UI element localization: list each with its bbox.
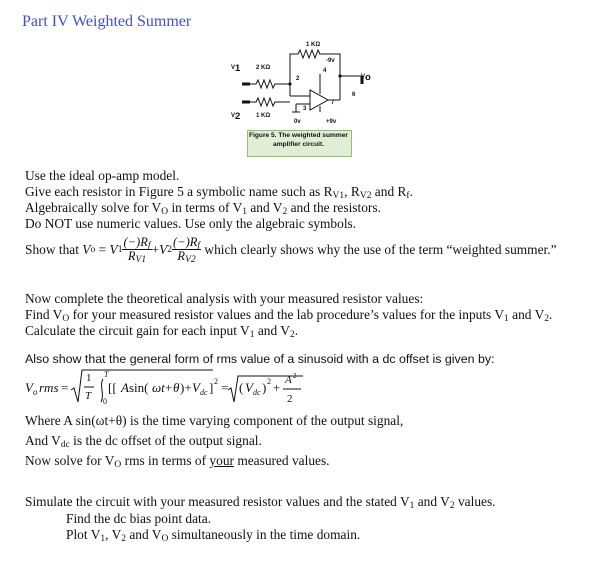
svg-text:T: T	[104, 370, 109, 379]
svg-text:T: T	[85, 390, 92, 402]
r1-label: 2 KΩ	[256, 65, 271, 71]
svg-text:ωt: ωt	[152, 380, 165, 395]
pos-supply-label: +9v	[326, 119, 337, 125]
svg-text:V: V	[245, 380, 253, 395]
svg-text:rms: rms	[39, 380, 59, 395]
page-title: Part IV Weighted Summer	[22, 13, 192, 30]
rf-label: 1 KΩ	[306, 42, 321, 48]
instruction-no-numeric: Do NOT use numeric values. Use only the algebraic symbols.	[25, 216, 357, 231]
svg-text:(: (	[239, 380, 244, 395]
simulate-dc-bias: Find the dc bias point data.	[66, 511, 212, 526]
svg-text:A: A	[285, 374, 292, 386]
rms-formula	[25, 366, 305, 410]
svg-text:V: V	[192, 380, 200, 395]
pin2-label: 2	[296, 76, 300, 82]
rms-dc-offset: And $V_{dc}$ is the dc offset of the output signal.	[25, 433, 262, 450]
fraction-rf-rv2: $\frac{(-)R_f}{R_{V2}}$	[173, 235, 201, 265]
svg-text:0: 0	[103, 397, 107, 406]
svg-text:V: V	[25, 380, 33, 395]
instruction-solve: Algebraically solve for $V_O$ in terms of $V_1$ and $V_2$ and the resistors.	[25, 200, 381, 217]
svg-text:+: +	[165, 380, 173, 395]
svg-text:2: 2	[287, 393, 293, 405]
instruction-symbolic-names: Give each resistor in Figure 5 a symbolic name such as $R_{V1}$, $R_{V2}$ and $R_f$.	[25, 184, 413, 201]
svg-text:θ: θ	[173, 380, 180, 395]
pin6-label: 6	[352, 92, 356, 98]
svg-text:2: 2	[293, 372, 297, 380]
svg-text:+: +	[273, 380, 281, 395]
weighted-sum-equation: Show that V o = V 1 $\frac{(-)R_f}{R_{V1}}$ + V 2 $\frac{(-)R_f}{R_{V2}}$ which clearly shows why the use of the term “weighted summer.”	[25, 235, 557, 265]
neg-supply-label: -9v	[326, 58, 335, 64]
rms-intro: Also show that the general form of rms value of a sinusoid with a dc offset is given by:	[25, 352, 495, 366]
svg-text:dc: dc	[200, 388, 208, 397]
svg-text:sin(: sin(	[129, 380, 149, 395]
pin4-label: 4	[323, 68, 327, 74]
v2-label: $V_2$	[231, 111, 241, 122]
svg-text:A: A	[121, 380, 129, 395]
fraction-rf-rv1: $\frac{(-)R_f}{R_{V1}}$	[123, 235, 151, 265]
svg-text:o: o	[33, 387, 38, 397]
instruction-ideal-model: Use the ideal op-amp model.	[25, 168, 180, 183]
simulate-intro: Simulate the circuit with your measured resistor values and the stated $V_1$ and $V_2$ values.	[25, 494, 496, 511]
svg-text:=: =	[61, 380, 69, 395]
analysis-intro: Now complete the theoretical analysis with your measured resistor values:	[25, 291, 424, 306]
pin3-label: 3	[303, 106, 307, 112]
v1-label: $V_1$	[231, 63, 241, 74]
svg-text:)+: )+	[180, 380, 192, 395]
svg-text:): )	[262, 380, 267, 395]
simulate-plot: Plot $V_1$, $V_2$ and $V_O$ simultaneously in the time domain.	[66, 527, 361, 544]
svg-text:2: 2	[267, 377, 271, 386]
analysis-find-vo: Find $V_O$ for your measured resistor values and the lab procedure’s values for the inputs $V_1$ and $V_2$.	[25, 307, 553, 324]
rms-equation	[25, 366, 305, 410]
svg-text:=: =	[221, 380, 229, 395]
analysis-gain: Calculate the circuit gain for each input $V_1$ and $V_2$.	[25, 323, 299, 340]
rms-where-a: Where A sin(ωt+θ) is the time varying component of the output signal,	[25, 413, 404, 428]
pin7-label: 7	[331, 100, 335, 106]
svg-text:[[: [[	[108, 380, 117, 395]
r2-label: 1 KΩ	[256, 113, 271, 119]
svg-text:2: 2	[214, 377, 218, 386]
circuit-diagram	[228, 40, 368, 130]
figure-caption: Figure 5. The weighted summer amplifier circuit.	[249, 132, 348, 148]
rms-solve: Now solve for $V_O$ rms in terms of your measured values.	[25, 453, 330, 470]
vo-label: $V_o$	[361, 72, 371, 83]
svg-text:1: 1	[86, 372, 92, 384]
ground-label: 0v	[294, 119, 301, 125]
svg-text:dc: dc	[253, 388, 261, 397]
svg-text:]: ]	[209, 380, 214, 395]
